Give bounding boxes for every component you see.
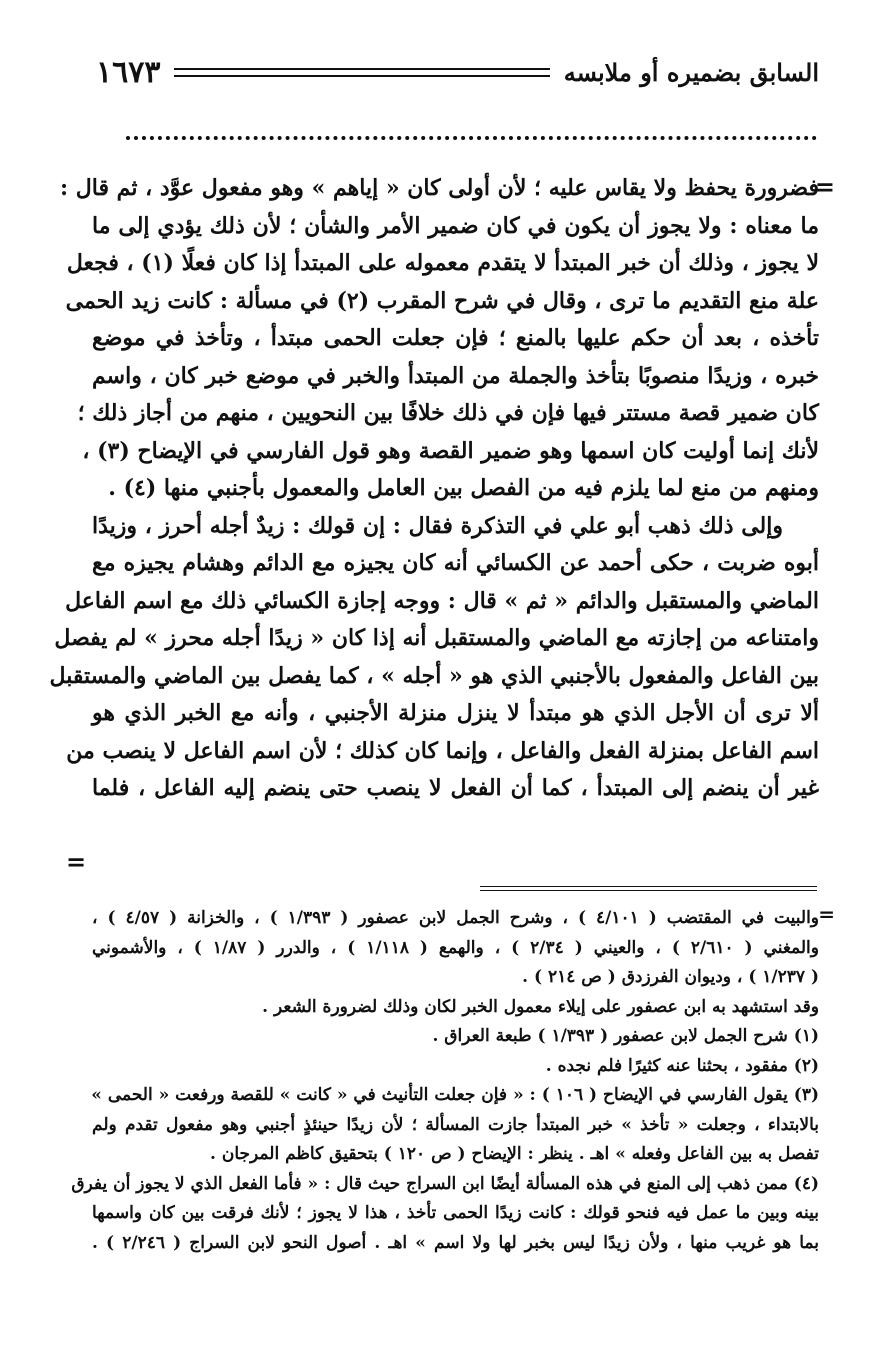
dotted-separator — [126, 136, 817, 140]
body-line: لا يجوز ، وذلك أن خبر المبتدأ لا يتقدم معموله على المبتدأ إذا كان فعلًا (١) ، فجعل — [66, 250, 819, 276]
body-line: بين الفاعل والمفعول بالأجنبي الذي هو « أجله » ، كما يفصل بين الماضي والمستقبل — [49, 662, 819, 689]
body-line: خبره ، وزيدًا منصوبًا بتأخذ والجملة من المبتدأ والخبر في موضع خبر كان ، واسم — [92, 362, 819, 389]
running-head: السابق بضميره أو ملابسه — [563, 57, 819, 87]
continuation-mark-top: = — [814, 172, 835, 201]
body-line: تأخذه ، بعد أن حكم عليها بالمنع ؛ فإن جعلت الحمى مبتدأ ، وتأخذ في موضع — [92, 325, 819, 351]
page-header — [96, 52, 819, 92]
footnote-line: وقد استشهد به ابن عصفور على إيلاء معمول الخبر لكان وذلك لضرورة الشعر . — [262, 996, 819, 1017]
body-line: علة منع التقديم ما ترى ، وقال في شرح المقرب (٢) في مسألة : كانت زيد الحمى — [65, 287, 819, 314]
footnote-continuation-mark: = — [818, 902, 835, 926]
footnote-4: (٤) ممن ذهب إلى المنع في هذه المسألة أيضًا ابن السراج حيث قال : « فأما الفعل الذي لا يجوز أن يفرق — [71, 1173, 819, 1194]
footnote-3: (٣) يقول الفارسي في الإيضاح ( ١٠٦ ) : « فإن جعلت التأنيث في « كانت » للقصة ورفعت « الحمى » — [91, 1085, 819, 1105]
body-line: اسم الفاعل بمنزلة الفعل والفاعل ، وإنما كان كذلك ؛ لأن اسم الفاعل لا ينصب من — [66, 737, 819, 764]
footnote-line: بينه وبين ما عمل فيه فنحو قولك : كانت زيدًا الحمى تأخذ ، هذا لا يجوز ؛ لأنك فرقت بين كان واسمها — [92, 1203, 819, 1223]
footnotes — [71, 904, 820, 1258]
footnote-line: والمغني ( ٢/٦١٠ ) ، والعيني ( ٢/٣٤ ) ، والهمع ( ١/١١٨ ) ، والدرر ( ١/٨٧ ) ، والأشموني — [92, 937, 819, 958]
body-line: ما معناه : ولا يجوز أن يكون في كان ضمير الأمر والشأن ؛ لأن ذلك يؤدي إلى ما — [92, 212, 819, 239]
footnote-rule — [480, 886, 817, 891]
footnote-line: والبيت في المقتضب ( ٤/١٠١ ) ، وشرح الجمل لابن عصفور ( ١/٣٩٣ ) ، والخزانة ( ٤/٥٧ ) ، — [92, 908, 820, 928]
body-line: الماضي والمستقبل والدائم « ثم » قال : ووجه إجازة الكسائي ذلك مع اسم الفاعل — [65, 587, 819, 614]
header-double-rule — [174, 68, 549, 77]
body-line: غير أن ينضم إلى المبتدأ ، كما أن الفعل لا ينصب حتى ينضم إليه الفاعل ، فلما — [92, 775, 819, 801]
body-line: فضرورة يحفظ ولا يقاس عليه ؛ لأن أولى كان « إياهم » وهو مفعول عوَّد ، ثم قال : — [60, 175, 819, 201]
body-line: وامتناعه من إجازته مع الماضي والمستقبل أنه إذا كان « زيدًا أجله محرز » لم يفصل — [54, 625, 819, 651]
body-line: ومنهم من منع لما يلزم فيه من الفصل بين العامل والمعمول بأجنبي منها (٤) . — [108, 475, 819, 501]
main-text — [49, 170, 819, 808]
footnote-line: بالابتداء ، وجعلت « تأخذ » خبر المبتدأ جازت المسألة ؛ لأن زيدًا حينئذٍ أجنبي وهو مفعول تقدم ولم — [92, 1114, 819, 1135]
footnote-line: تفصل به بين الفاعل وفعله » اهـ . ينظر : الإيضاح ( ص ١٢٠ ) بتحقيق كاظم المرجان . — [210, 1144, 819, 1164]
body-line: ألا ترى أن الأجل الذي هو مبتدأ لا ينزل منزلة الأجنبي ، وأنه مع الخبر الذي هو — [92, 700, 819, 726]
body-line: وإلى ذلك ذهب أبو علي في التذكرة فقال : إن قولك : زيدٌ أجله أحرز ، وزيدًا — [92, 512, 783, 539]
body-line: أبوه ضربت ، حكى أحمد عن الكسائي أنه كان يجيزه مع الدائم وهشام يجيزه مع — [92, 550, 819, 576]
continuation-mark-bottom: = — [66, 847, 87, 876]
page-number: ١٦٧٣ — [96, 54, 161, 90]
footnote-line: ( ١/٢٣٧ ) ، وديوان الفرزدق ( ص ٢١٤ ) . — [522, 967, 819, 987]
footnote-line: بما هو غريب منها ، ولأن زيدًا ليس بخبر لها ولا اسم » اهـ . أصول النحو لابن السراج ( ٢/٢٤٦ ) . — [92, 1232, 819, 1253]
body-line: لأنك إنما أوليت كان اسمها وهو ضمير القصة وهو قول الفارسي في الإيضاح (٣) ، — [82, 437, 819, 464]
footnote-1: (١) شرح الجمل لابن عصفور ( ١/٣٩٣ ) طبعة العراق . — [432, 1026, 819, 1046]
body-line: كان ضمير قصة مستتر فيها فإن في ذلك خلافًا بين النحويين ، منهم من أجاز ذلك ؛ — [77, 400, 819, 426]
footnote-2: (٢) مفقود ، بحثنا عنه كثيرًا فلم نجده . — [545, 1055, 819, 1076]
